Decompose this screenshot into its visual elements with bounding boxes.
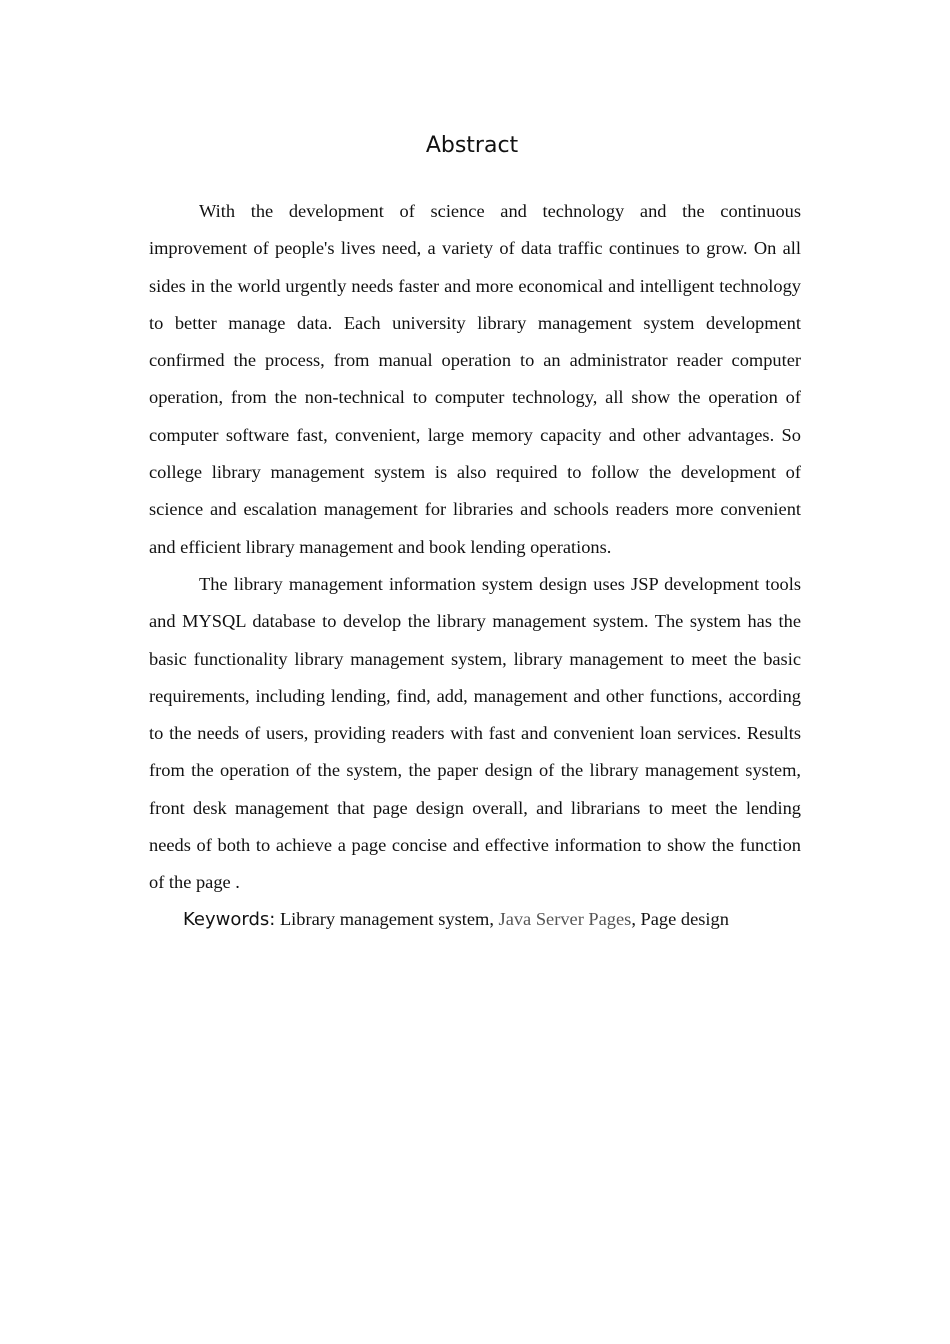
abstract-body — [149, 193, 801, 937]
keyword-term-3: Page design — [640, 908, 729, 929]
keyword-separator-2: , — [631, 908, 641, 929]
keywords-label: Keywords — [183, 908, 270, 930]
page-title: Abstract — [425, 133, 519, 158]
keywords-line — [149, 902, 801, 937]
abstract-paragraph-1: With the development of science and technology and the continuous improvement of people's lives need, a variety of data traffic continues to grow. On all sides in the world urgently needs faster and more economical and intelligent technology to better manage data. Each university library management system development confirmed the process, from manual operation to an administrator reader computer operation, from the non-technical to computer technology, all show the operation of computer software fast, convenient, large memory capacity and other advantages. So college library management system is also required to follow the development of science and escalation management for libraries and schools readers more convenient and efficient library management and book lending operations. — [149, 201, 801, 557]
keyword-term-2: Java Server Pages — [498, 908, 632, 929]
abstract-paragraph-2: The library management information system design uses JSP development tools and MYSQL database to develop the library management system. The system has the basic functionality library management system, library management to meet the basic requirements, including lending, find, add, management and other functions, according to the needs of users, providing readers with fast and convenient loan services. Results from the operation of the system, the paper design of the library management system, front desk management that page design overall, and librarians to meet the lending needs of both to achieve a page concise and effective information to show the function of the page . — [149, 573, 801, 893]
keyword-term-1: Library management system — [279, 908, 490, 929]
keyword-separator-1: , — [489, 908, 499, 929]
keywords-separator: : — [269, 908, 276, 930]
